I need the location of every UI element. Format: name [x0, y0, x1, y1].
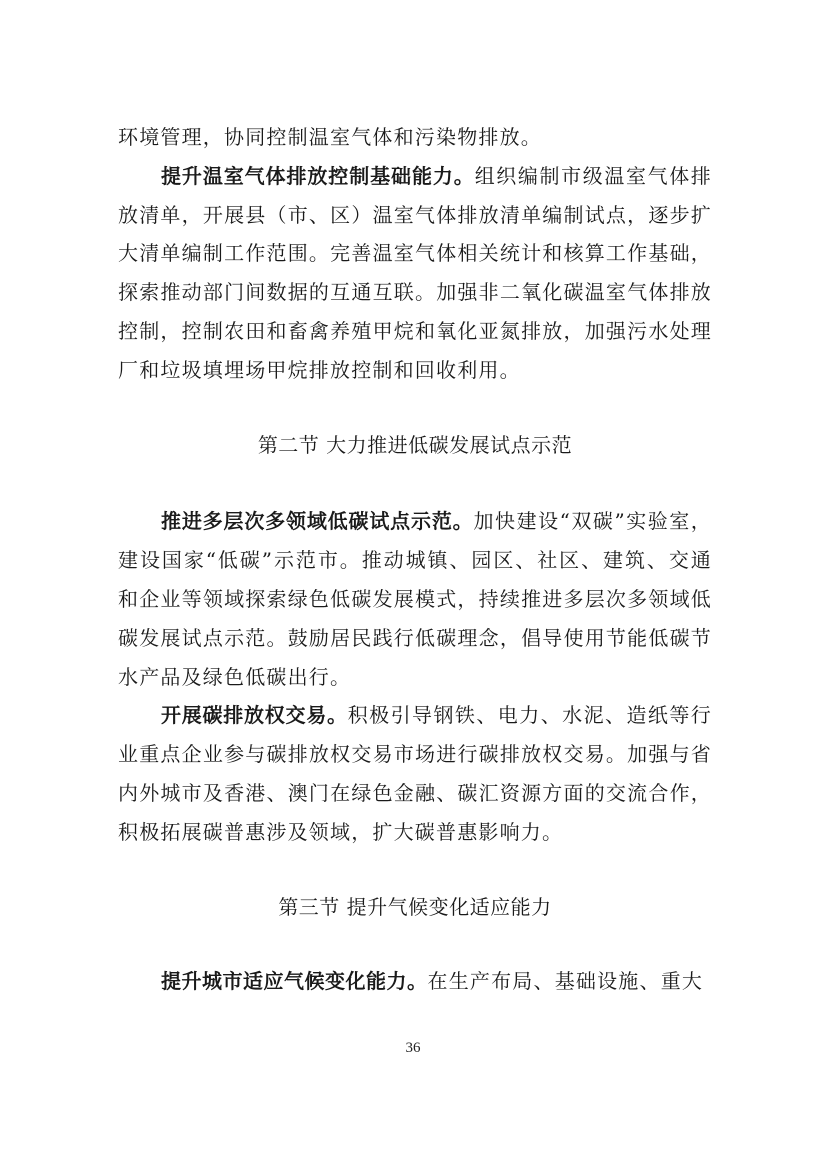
paragraph-text: 在生产布局、基础设施、重大	[427, 969, 704, 994]
paragraph-low-carbon-demonstration	[118, 502, 712, 696]
paragraph-continuation	[118, 118, 712, 157]
paragraph-carbon-trading	[118, 696, 712, 851]
paragraph-text: 环境管理，协同控制温室气体和污染物排放。	[118, 125, 542, 149]
section-heading-climate-adaptation: 第三节 提升气候变化适应能力	[278, 894, 552, 919]
paragraph-emission-control-capacity	[118, 157, 712, 390]
paragraph-lead: 提升城市适应气候变化能力。	[161, 969, 428, 994]
paragraph-text: 积极引导钢铁、电力、水泥、造纸等行业重点企业参与碳排放权交易市场进行碳排放权交易。加强与省内外城市及香港、澳门在绿色金融、碳汇资源方面的交流合作，积极拓展碳普惠涉及领域，扩大碳普惠影响力。	[118, 703, 713, 844]
paragraph-lead: 提升温室气体排放控制基础能力。	[161, 163, 475, 188]
paragraph-text: 加快建设“双碳”实验室，建设国家“低碳”示范市。推动城镇、园区、社区、建筑、交通和企业等领域探索绿色低碳发展模式，持续推进多层次多领域低碳发展试点示范。鼓励居民践行低碳理念，倡导使用节能低碳节水产品及绿色低碳出行。	[118, 509, 713, 689]
section-heading-low-carbon-pilots: 第二节 大力推进低碳发展试点示范	[257, 432, 573, 457]
paragraph-urban-adaptation	[118, 962, 712, 1001]
paragraph-lead: 推进多层次多领域低碳试点示范。	[161, 509, 474, 534]
page-number: 36	[405, 1040, 421, 1056]
paragraph-text: 组织编制市级温室气体排放清单，开展县（市、区）温室气体排放清单编制试点，逐步扩大清单编制工作范围。完善温室气体相关统计和核算工作基础，探索推动部门间数据的互通互联。加强非二氧化碳温室气体排放控制，控制农田和畜禽养殖甲烷和氧化亚氮排放，加强污水处理厂和垃圾填埋场甲烷排放控制和回收利用。	[118, 163, 713, 382]
page-body	[118, 118, 712, 1001]
paragraph-lead: 开展碳排放权交易。	[161, 703, 348, 728]
